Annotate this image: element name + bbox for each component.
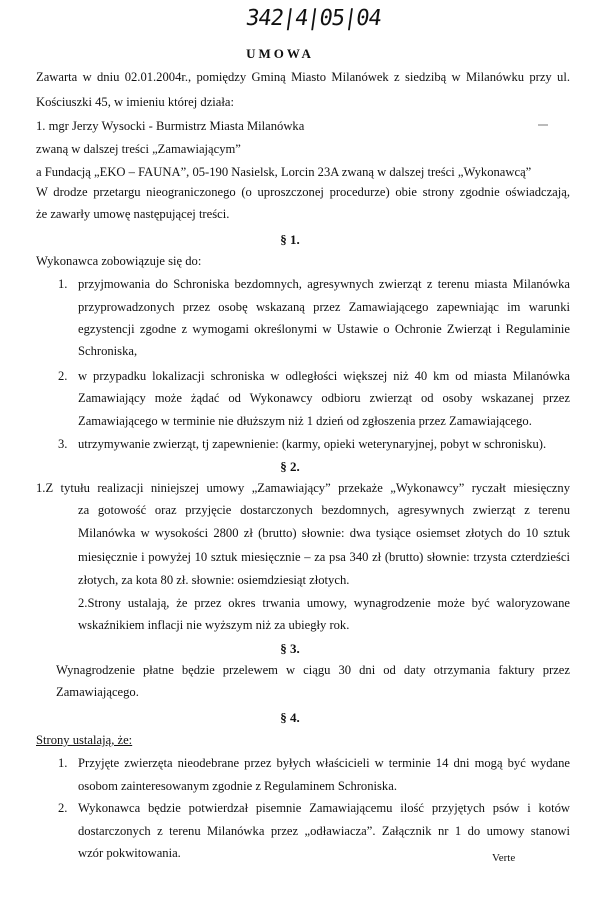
list-item-line: egzystencji zgodne z wymogami określonymi w Ustawie o Ochronie Zwierząt i Regulaminie — [78, 322, 570, 336]
intro-line: Kościuszki 45, w imieniu której działa: — [36, 95, 234, 109]
section-2-line: miesięcznie i powyżej 10 sztuk miesięcznie – za psa 340 zł (brutto) słownie: trzysta czterdzieści — [78, 550, 570, 564]
section-2-heading: § 2. — [280, 459, 300, 474]
intro-line: że zawarły umowę następującej treści. — [36, 207, 230, 221]
scan-mark — [538, 124, 548, 126]
verte-note: Verte — [492, 852, 516, 864]
document-title: UMOWA — [246, 46, 314, 61]
list-item-number: 2. — [58, 369, 68, 383]
section-2-line: złotych, za kota 80 zł. słownie: osiemdziesiąt złotych. — [78, 573, 350, 587]
list-item-number: 1. — [58, 756, 68, 770]
section-1-heading: § 1. — [280, 232, 300, 247]
section-2-line: Milanówka w wysokości 2800 zł (brutto) słownie: dwa tysiące osiemset złotych do 10 sztuk — [78, 526, 570, 540]
intro-line: a Fundacją „EKO – FAUNA”, 05-190 Nasielsk, Lorcin 23A zwaną w dalszej treści „Wykonawcą” — [36, 165, 532, 179]
handwritten-reference: 342|4|05|04 — [244, 6, 383, 31]
list-item-line: Zamawiający może żądać od Wykonawcy odbioru zwierząt od osoby wskazanej przez — [78, 391, 570, 405]
section-4-lead: Strony ustalają, że: — [36, 733, 133, 747]
section-4-heading: § 4. — [280, 710, 300, 725]
list-item-line: dostarczonych z terenu Milanówka przez „odławiacza”. Załącznik nr 1 do umowy stanowi — [78, 824, 570, 838]
intro-line: 1. mgr Jerzy Wysocki - Burmistrz Miasta Milanówka — [36, 119, 305, 133]
intro-line: Zawarta w dniu 02.01.2004r., pomiędzy Gminą Miasto Milanówek z siedzibą w Milanówku przy ul. — [36, 70, 570, 84]
list-item-line: Wykonawca będzie potwierdzał pisemnie Zamawiającemu ilość przyjętych psów i kotów — [78, 801, 570, 815]
list-item-line: przyjmowania do Schroniska bezdomnych, agresywnych zwierząt z terenu miasta Milanówka — [78, 277, 570, 291]
section-1-lead: Wykonawca zobowiązuje się do: — [36, 254, 202, 268]
intro-line: W drodze przetargu nieograniczonego (o uproszczonej procedurze) obie strony zgodnie oświadczają, — [36, 185, 570, 199]
list-item-number: 2. — [58, 801, 68, 815]
list-item-line: Zamawiającego w terminie nie dłuższym niż 1 dzień od zgłoszenia przez Zamawiającego. — [78, 414, 532, 428]
section-2-line: 2.Strony ustalają, że przez okres trwania umowy, wynagrodzenie może być waloryzowane — [78, 596, 570, 610]
section-3-line: Zamawiającego. — [56, 685, 139, 699]
list-item-number: 1. — [58, 277, 68, 291]
section-3-heading: § 3. — [280, 641, 300, 656]
intro-line: zwaną w dalszej treści „Zamawiającym” — [36, 142, 241, 156]
list-item-line: osobom zainteresowanym zgodnie z Regulaminem Schroniska. — [78, 779, 397, 793]
section-2-line: wskaźnikiem inflacji nie wyższym niż za ubiegły rok. — [78, 618, 350, 632]
list-item-line: Przyjęte zwierzęta nieodebrane przez byłych właścicieli w terminie 14 dni mogą być wydane — [78, 756, 570, 770]
list-item-line: przyprowadzonych przez osobę wskazaną przez Zamawiającego zapewniając im warunki — [78, 300, 570, 314]
list-item-line: wzór pokwitowania. — [78, 846, 181, 860]
section-3-line: Wynagrodzenie płatne będzie przelewem w ciągu 30 dni od daty otrzymania faktury przez — [56, 663, 570, 677]
section-2-line: 1.Z tytułu realizacji niniejszej umowy „Zamawiający” przekaże „Wykonawcy” ryczałt miesięczny — [36, 481, 570, 495]
list-item-number: 3. — [58, 437, 68, 451]
list-item-line: Schroniska, — [78, 344, 138, 358]
list-item-line: w przypadku lokalizacji schroniska w odległości większej niż 40 km od miasta Milanówka — [78, 369, 570, 383]
section-2-line: za gotowość oraz przyjęcie dostarczonych bezdomnych, agresywnych zwierząt z terenu — [78, 503, 570, 517]
list-item-line: utrzymywanie zwierząt, tj zapewnienie: (karmy, opieki weterynaryjnej, pobyt w schronisku). — [78, 437, 547, 451]
